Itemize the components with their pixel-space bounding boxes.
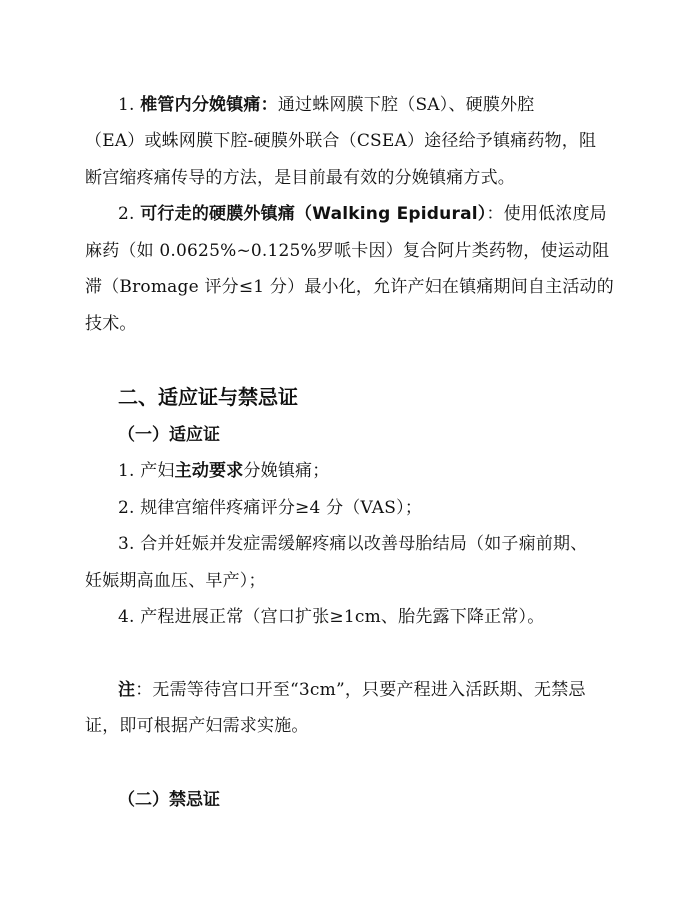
item2-line3: 滞（Bromage 评分≤1 分）最小化，允许产妇在镇痛期间自主活动的 xyxy=(85,277,614,297)
item2-text1: 使用低浓度局 xyxy=(503,204,607,224)
section-heading: 二、适应证与禁忌证 xyxy=(118,385,298,409)
indication-1-bold: 主动要求 xyxy=(174,461,244,481)
indication-item-4: 4. 产程进展正常（宫口扩张≥1cm、胎先露下降正常）。 xyxy=(118,607,545,627)
item1-text1: 通过蛛网膜下腔（SA）、硬膜外腔 xyxy=(277,95,535,115)
item2-colon: ： xyxy=(486,204,504,224)
item1-number: 1. xyxy=(118,95,135,115)
contraindications-heading: （二）禁忌证 xyxy=(118,790,220,810)
item2-line1 xyxy=(118,203,645,225)
indication-item-3-line2: 妊娠期高血压、早产）； xyxy=(85,571,266,591)
item1-line3: 断宫缩疼痛传导的方法，是目前最有效的分娩镇痛方式。 xyxy=(85,168,515,188)
note-line2: 证，即可根据产妇需求实施。 xyxy=(85,716,309,736)
item2-line4: 技术。 xyxy=(85,314,137,334)
note-colon: ： xyxy=(135,680,153,700)
indication-1-post: 分娩镇痛； xyxy=(243,461,330,481)
indications-heading: （一）适应证 xyxy=(118,425,220,445)
indication-item-2: 2. 规律宫缩伴疼痛评分≥4 分（VAS）； xyxy=(118,498,423,518)
item2-number: 2. xyxy=(118,204,135,224)
indication-1-pre: 1. 产妇 xyxy=(118,461,175,481)
note-label: 注 xyxy=(118,680,136,700)
item1-line2: （EA）或蛛网膜下腔-硬膜外联合（CSEA）途径给予镇痛药物，阻 xyxy=(85,131,597,151)
indication-item-3-line1: 3. 合并妊娠并发症需缓解疼痛以改善母胎结局（如子痫前期、 xyxy=(118,534,588,554)
item1-line1 xyxy=(118,94,645,116)
note-text1: 无需等待宫口开至“3cm”，只要产程进入活跃期、无禁忌 xyxy=(152,680,586,700)
item2-line2: 麻药（如 0.0625%~0.125%罗哌卡因）复合阿片类药物，使运动阻 xyxy=(85,241,610,261)
indication-item-1 xyxy=(118,460,645,482)
item2-term: 可行走的硬膜外镇痛（Walking Epidural） xyxy=(140,204,487,224)
note-line1 xyxy=(118,679,645,701)
item1-colon: ： xyxy=(260,95,278,115)
item1-term: 椎管内分娩镇痛 xyxy=(140,95,261,115)
